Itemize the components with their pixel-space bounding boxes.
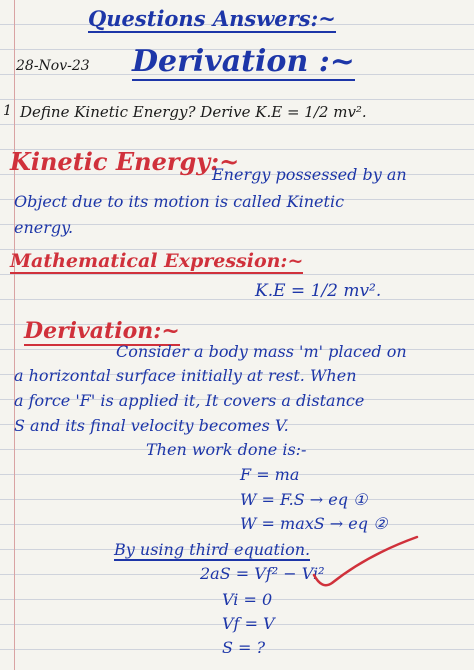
ke-definition-line3: energy. bbox=[14, 218, 74, 237]
derivation-line: a force 'F' is applied it, It covers a distance bbox=[14, 391, 365, 410]
derivation-line: Vi = 0 bbox=[222, 590, 273, 609]
derivation-line: 2aS = Vf² − Vi² bbox=[200, 564, 325, 583]
questions-answers-heading: Questions Answers:~ bbox=[88, 6, 336, 31]
derivation-heading: Derivation:~ bbox=[24, 318, 180, 344]
kinetic-energy-heading: Kinetic Energy:~ bbox=[10, 147, 240, 176]
math-expression-heading: Mathematical Expression:~ bbox=[10, 250, 304, 272]
ke-definition-line2: Object due to its motion is called Kinetic bbox=[14, 192, 345, 211]
question-text: Define Kinetic Energy? Derive K.E = 1/2 mv². bbox=[20, 103, 367, 121]
derivation-line: Vf = V bbox=[222, 614, 275, 633]
derivation-line: S and its final velocity becomes V. bbox=[14, 416, 289, 435]
derivation-line: F = ma bbox=[240, 465, 300, 484]
date-label: 28-Nov-23 bbox=[16, 58, 90, 74]
derivation-line: S = ? bbox=[222, 638, 266, 657]
derivation-line: Consider a body mass 'm' placed on bbox=[116, 342, 407, 361]
derivation-line: Then work done is:- bbox=[146, 440, 307, 459]
ke-formula: K.E = 1/2 mv². bbox=[255, 281, 382, 301]
derivation-line: a horizontal surface initially at rest. When bbox=[14, 366, 357, 385]
ke-definition-line1: Energy possessed by an bbox=[212, 165, 407, 184]
derivation-line: W = F.S → eq ① bbox=[240, 490, 368, 509]
margin-line bbox=[14, 0, 15, 670]
check-mark-icon bbox=[312, 535, 422, 595]
derivation-line: By using third equation. bbox=[114, 540, 311, 559]
question-number: 1 bbox=[3, 103, 12, 119]
page-title: Derivation :~ bbox=[132, 44, 355, 79]
derivation-line: W = maxS → eq ② bbox=[240, 514, 388, 533]
